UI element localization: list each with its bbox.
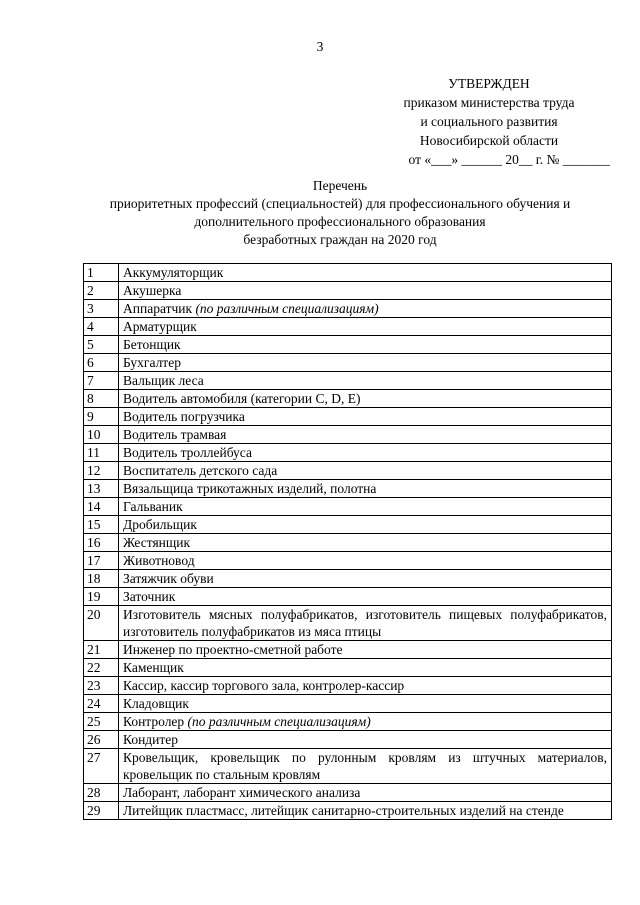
profession-name: Литейщик пластмасс, литейщик санитарно-строительных изделий на стенде	[123, 803, 564, 818]
profession-cell	[119, 606, 612, 641]
profession-cell	[119, 336, 612, 354]
profession-name: Вязальщица трикотажных изделий, полотна	[123, 481, 377, 496]
row-number: 6	[84, 354, 119, 372]
table-row	[84, 552, 612, 570]
profession-cell	[119, 588, 612, 606]
profession-cell	[119, 659, 612, 677]
row-number: 17	[84, 552, 119, 570]
profession-name: Кровельщик, кровельщик по рулонным кровлям из штучных материалов, кровельщик по стальным кровлям	[123, 750, 607, 782]
profession-cell	[119, 462, 612, 480]
profession-cell	[119, 570, 612, 588]
professions-table-body	[84, 264, 612, 820]
profession-name: Инженер по проектно-сметной работе	[123, 642, 343, 657]
profession-cell	[119, 731, 612, 749]
profession-cell	[119, 713, 612, 731]
profession-cell	[119, 677, 612, 695]
profession-name: Аппаратчик	[123, 301, 196, 316]
table-row	[84, 731, 612, 749]
document-title-line-1: Перечень	[312, 178, 368, 193]
row-number: 24	[84, 695, 119, 713]
profession-cell	[119, 552, 612, 570]
table-row	[84, 372, 612, 390]
profession-cell	[119, 695, 612, 713]
table-row	[84, 408, 612, 426]
row-number: 20	[84, 606, 119, 641]
table-row	[84, 318, 612, 336]
row-number: 4	[84, 318, 119, 336]
table-row	[84, 749, 612, 784]
table-row	[84, 516, 612, 534]
table-row	[84, 641, 612, 659]
table-row	[84, 444, 612, 462]
profession-name: Водитель троллейбуса	[123, 445, 252, 460]
table-row	[84, 802, 612, 820]
table-row	[84, 570, 612, 588]
profession-name: Кассир, кассир торгового зала, контролер-кассир	[123, 678, 405, 693]
profession-cell	[119, 534, 612, 552]
profession-note: (по различным специализациям)	[195, 301, 379, 316]
profession-name: Аккумуляторщик	[123, 265, 224, 280]
profession-name: Заточник	[123, 589, 176, 604]
profession-name: Бетонщик	[123, 337, 181, 352]
table-row	[84, 282, 612, 300]
table-row	[84, 300, 612, 318]
approval-line-3: Новосибирской области	[419, 133, 559, 148]
profession-cell	[119, 498, 612, 516]
row-number: 9	[84, 408, 119, 426]
profession-cell	[119, 390, 612, 408]
table-row	[84, 713, 612, 731]
profession-cell	[119, 480, 612, 498]
row-number: 23	[84, 677, 119, 695]
profession-name: Животновод	[123, 553, 195, 568]
table-row	[84, 354, 612, 372]
table-row	[84, 426, 612, 444]
table-row	[84, 336, 612, 354]
profession-cell	[119, 372, 612, 390]
document-title-line-2: приоритетных профессий (специальностей) для профессионального обучения и	[109, 196, 571, 211]
profession-name: Контролер	[123, 714, 188, 729]
profession-cell	[119, 641, 612, 659]
table-row	[84, 264, 612, 282]
row-number: 16	[84, 534, 119, 552]
row-number: 1	[84, 264, 119, 282]
row-number: 26	[84, 731, 119, 749]
profession-name: Водитель трамвая	[123, 427, 227, 442]
document-title-line-3: дополнительного профессионального образования	[194, 214, 486, 229]
table-row	[84, 480, 612, 498]
row-number: 7	[84, 372, 119, 390]
approval-stamp	[374, 74, 610, 169]
profession-cell	[119, 426, 612, 444]
profession-name: Жестянщик	[123, 535, 191, 550]
profession-cell	[119, 408, 612, 426]
page-number: 3	[316, 39, 324, 54]
profession-name: Гальваник	[123, 499, 183, 514]
row-number: 8	[84, 390, 119, 408]
approval-line-2: и социального развития	[420, 114, 558, 129]
profession-name: Воспитатель детского сада	[123, 463, 278, 478]
profession-name: Акушерка	[123, 283, 182, 298]
profession-cell	[119, 264, 612, 282]
profession-cell	[119, 802, 612, 820]
row-number: 29	[84, 802, 119, 820]
row-number: 12	[84, 462, 119, 480]
row-number: 21	[84, 641, 119, 659]
row-number: 2	[84, 282, 119, 300]
profession-name: Лаборант, лаборант химического анализа	[123, 785, 361, 800]
row-number: 11	[84, 444, 119, 462]
profession-cell	[119, 516, 612, 534]
table-row	[84, 588, 612, 606]
profession-cell	[119, 749, 612, 784]
profession-name: Бухгалтер	[123, 355, 181, 370]
profession-name: Вальщик леса	[123, 373, 204, 388]
profession-cell	[119, 444, 612, 462]
table-row	[84, 462, 612, 480]
row-number: 13	[84, 480, 119, 498]
profession-cell	[119, 318, 612, 336]
table-row	[84, 498, 612, 516]
profession-name: Водитель погрузчика	[123, 409, 245, 424]
table-row	[84, 784, 612, 802]
profession-cell	[119, 784, 612, 802]
row-number: 22	[84, 659, 119, 677]
table-row	[84, 677, 612, 695]
table-row	[84, 390, 612, 408]
profession-name: Каменщик	[123, 660, 184, 675]
profession-name: Кондитер	[123, 732, 179, 747]
row-number: 5	[84, 336, 119, 354]
table-row	[84, 659, 612, 677]
row-number: 3	[84, 300, 119, 318]
professions-table	[83, 263, 612, 820]
profession-name: Арматурщик	[123, 319, 197, 334]
row-number: 28	[84, 784, 119, 802]
profession-name: Кладовщик	[123, 696, 189, 711]
table-row	[84, 606, 612, 641]
row-number: 15	[84, 516, 119, 534]
profession-name: Дробильщик	[123, 517, 197, 532]
row-number: 27	[84, 749, 119, 784]
profession-cell	[119, 282, 612, 300]
document-title-line-4: безработных граждан на 2020 год	[243, 232, 437, 247]
profession-name: Водитель автомобиля (категории С, D, Е)	[123, 391, 361, 406]
profession-cell	[119, 300, 612, 318]
row-number: 14	[84, 498, 119, 516]
profession-note: (по различным специализациям)	[187, 714, 371, 729]
approval-date-line: от «___» ______ 20__ г. № _______	[408, 152, 610, 167]
row-number: 25	[84, 713, 119, 731]
row-number: 10	[84, 426, 119, 444]
table-row	[84, 695, 612, 713]
document-title	[70, 177, 610, 249]
profession-name: Затяжчик обуви	[123, 571, 214, 586]
table-row	[84, 534, 612, 552]
approval-line-1: приказом министерства труда	[403, 95, 575, 110]
approval-title: УТВЕРЖДЕН	[448, 76, 530, 91]
row-number: 19	[84, 588, 119, 606]
profession-name: Изготовитель мясных полуфабрикатов, изготовитель пищевых полуфабрикатов, изготовитель полуфабрикатов из мяса птицы	[123, 607, 607, 639]
row-number: 18	[84, 570, 119, 588]
profession-cell	[119, 354, 612, 372]
